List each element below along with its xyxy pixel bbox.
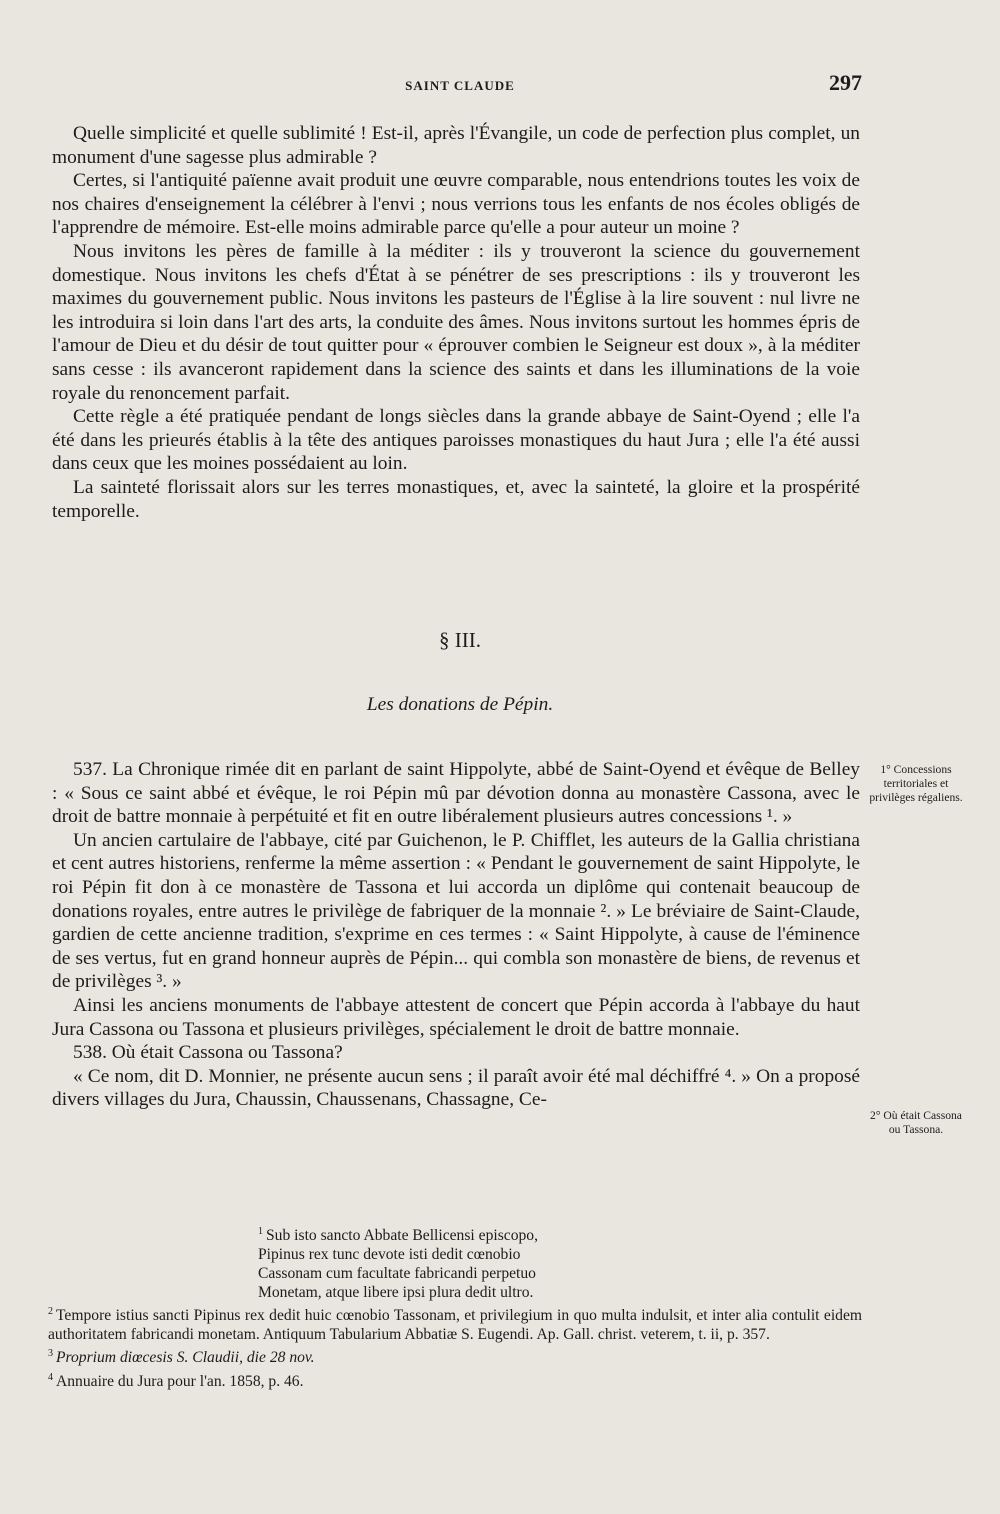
paragraph: 537. La Chronique rimée dit en parlant de saint Hippolyte, abbé de Saint-Oyend et évêque de Belley : « Sous ce saint abbé et évêque, le roi Pépin mû par dévotion donna au monastère Cassona, avec le droit de battre monnaie à perpétuité et fit en outre libéralement plusieurs autres concessions ¹. » <box>52 759 860 828</box>
footnote-verse-line: Monetam, atque libere ipsi plura dedit ultro. <box>258 1284 534 1302</box>
section-subtitle: Les donations de Pépin. <box>366 694 554 715</box>
paragraph: La sainteté florissait alors sur les terres monastiques, et, avec la sainteté, la gloire et la prospérité temporelle. <box>52 476 860 522</box>
footnote-number: 4 <box>48 1371 53 1383</box>
footnotes <box>48 1222 862 1391</box>
footnote-1 <box>48 1222 862 1302</box>
footnote-verse-line <box>258 1222 862 1245</box>
verse-text: Sub isto sancto Abbate Bellicensi episcopo, <box>266 1227 538 1245</box>
footnote-text: Tempore istius sancti Pipinus rex dedit huic cœnobio Tassonam, et privilegium in quo multa indulsit, et inter alia contulit eidem authoritatem fabricandi monetam. Antiquum Tabularium Abbatiæ S. Eugendi. Ap. Gall. christ. veterem, t. ii, p. 357. <box>48 1307 862 1344</box>
marginal-note: 2° Où était Cassona ou Tassona. <box>870 1109 962 1136</box>
footnote-verse-line: Cassonam cum facultate fabricandi perpetuo <box>258 1265 536 1283</box>
footnote-3 <box>48 1344 862 1367</box>
footnote-4 <box>48 1368 862 1391</box>
paragraph: Ainsi les anciens monuments de l'abbaye attestent de concert que Pépin accorda à l'abbaye du haut Jura Cassona ou Tassona et plusieurs privilèges, spécialement le droit de battre monnaie. <box>52 994 860 1040</box>
footnote-number: 2 <box>48 1306 53 1318</box>
paragraph: Nous invitons les pères de famille à la méditer : ils y trouveront la science du gouvernement domestique. Nous invitons les chefs d'État à se pénétrer de ses prescriptions : ils y trouveront les maximes du gouvernement public. Nous invitons les pasteurs de l'Église à la lire souvent : nul livre ne les introduira si loin dans l'art des arts, la conduite des âmes. Nous invitons surtout les hommes épris de l'amour de Dieu et du désir de tout quitter pour « éprouver combien le Seigneur est doux », à la méditer sans cesse : ils avanceront rapidement dans la science des saints et dans les illuminations de la voie royale du renoncement parfait. <box>52 240 860 404</box>
running-header: SAINT CLAUDE <box>405 78 515 93</box>
paragraph: Certes, si l'antiquité païenne avait produit une œuvre comparable, nous entendrions toutes les voix de nos chaires d'enseignement la célébrer à l'envi ; nous verrions tous les enfants de nos écoles obligés de l'apprendre de mémoire. Est-elle moins admirable parce qu'elle a pour auteur un moine ? <box>52 170 860 239</box>
body-text-lower <box>52 758 860 1112</box>
footnote-text: Annuaire du Jura pour l'an. 1858, p. 46. <box>56 1372 304 1390</box>
marginal-note: 1° Concessions territoriales et privilèges régaliens. <box>869 763 963 804</box>
body-text-upper <box>52 122 860 523</box>
footnote-verse-line: Pipinus rex tunc devote isti dedit cœnobio <box>258 1246 521 1264</box>
footnote-text: Proprium diœcesis S. Claudii, die 28 nov. <box>56 1349 315 1367</box>
paragraph: Un ancien cartulaire de l'abbaye, cité par Guichenon, le P. Chifflet, les auteurs de la Gallia christiana et cent autres historiens, renferme la même assertion : « Pendant le gouvernement de saint Hippolyte, le roi Pépin fit don à ce monastère de Tassona et lui accorda un diplôme qui contenait beaucoup de donations royales, entre autres le privilège de fabriquer de la monnaie ². » Le bréviaire de Saint-Claude, gardien de cette ancienne tradition, s'exprime en ces termes : « Saint Hippolyte, à cause de l'éminence de ses vertus, fut en grand honneur auprès de Pépin... qui combla son monastère de biens, de revenus et de privilèges ³. » <box>52 829 860 993</box>
footnote-number: 1 <box>258 1226 263 1237</box>
footnote-2 <box>48 1302 862 1344</box>
paragraph: « Ce nom, dit D. Monnier, ne présente aucun sens ; il paraît avoir été mal déchiffré ⁴. » On a proposé divers villages du Jura, Chaussin, Chaussenans, Chassagne, Ce- <box>52 1065 860 1111</box>
page-number: 297 <box>829 70 862 95</box>
paragraph: 538. Où était Cassona ou Tassona? <box>73 1042 343 1064</box>
footnote-number: 3 <box>48 1348 53 1360</box>
paragraph: Quelle simplicité et quelle sublimité ! Est-il, après l'Évangile, un code de perfection plus complet, un monument d'une sagesse plus admirable ? <box>52 123 860 168</box>
section-heading: § III. <box>439 628 481 652</box>
paragraph: Cette règle a été pratiquée pendant de longs siècles dans la grande abbaye de Saint-Oyend ; elle l'a été dans les prieurés établis à la tête des antiques paroisses monastiques du haut Jura ; elle l'a été aussi dans ceux que les moines possédaient au loin. <box>52 406 860 475</box>
